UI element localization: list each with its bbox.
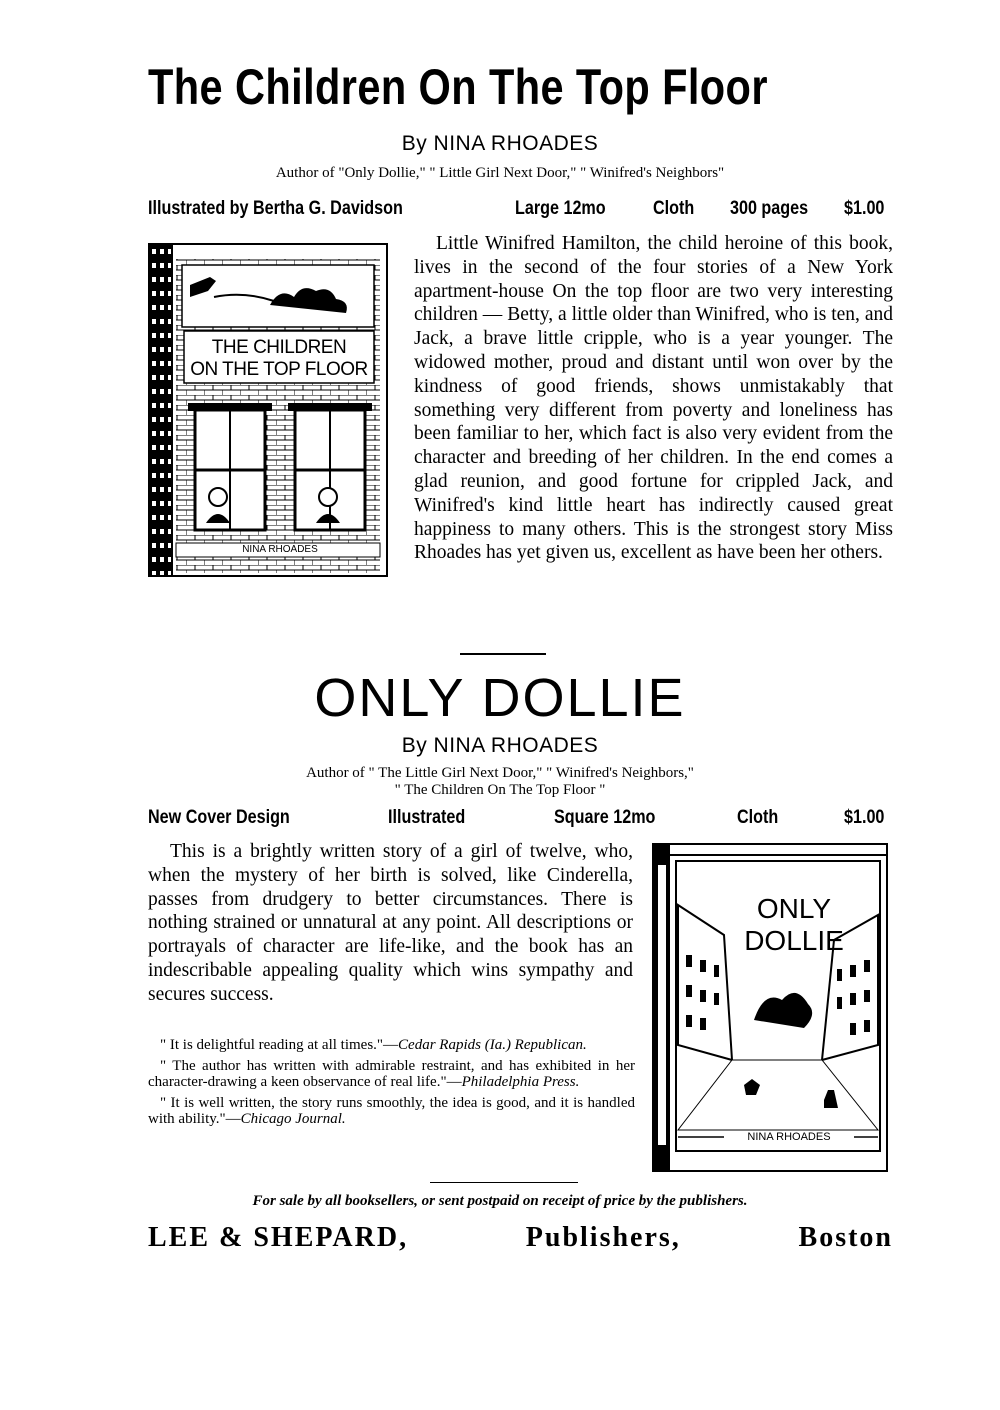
- book2-author-of: [0, 765, 1000, 799]
- book2-cover-author: NINA RHOADES: [724, 1131, 854, 1143]
- review-source: Philadelphia Press.: [461, 1074, 580, 1090]
- book1-spec-price: $1.00: [844, 198, 885, 219]
- book1-spec-binding: Cloth: [653, 198, 695, 219]
- book2-author-of-line2: " The Children On The Top Floor ": [394, 782, 606, 798]
- book2-cover-title-line2: DOLLIE: [744, 925, 844, 956]
- book1-cover-author: NINA RHOADES: [210, 544, 350, 555]
- book2-review-2: [148, 1058, 635, 1091]
- book2-spec-design: New Cover Design: [148, 807, 290, 828]
- book1-spec-size: Large 12mo: [515, 198, 606, 219]
- publisher-city: Boston: [798, 1222, 893, 1253]
- publisher-name: LEE & SHEPARD,: [148, 1222, 409, 1253]
- book2-cover-image: [652, 843, 888, 1172]
- book1-description-text: Little Winifred Hamilton, the child heroine of this book, lives in the second of the four stories of a New York apartment-house On the top floor are two very interesting children — Betty, a little older than Winifred, who is ten, and Jack, a brave little cripple, who is a year younger. The widowed mother, proud and distant until won over by the kindness of good friends, shows unmistakably that something very different from poverty and loneliness has been familiar to her, which fact is also very evident from the character and breeding of her children. In the end comes a glad reunion, and good fortune for crippled Jack, and Winifred's kind little heart has indirectly caused great happiness to many others. This is the strongest story Miss Rhoades has yet given us, excellent as have been her others.: [414, 233, 893, 564]
- book2-review-1: [148, 1037, 635, 1054]
- book2-title: ONLY DOLLIE: [314, 668, 686, 728]
- book2-description: [148, 840, 633, 1007]
- book2-review-3: [148, 1095, 635, 1128]
- review-text: " It is delightful reading at all times."—: [160, 1037, 399, 1053]
- book2-spec-illustrated: Illustrated: [388, 807, 466, 828]
- book1-description: [148, 232, 893, 582]
- book1-cover-title-line2: ON THE TOP FLOOR: [190, 359, 368, 380]
- publisher-line: [148, 1222, 893, 1254]
- review-source: Cedar Rapids (Ia.) Republican.: [398, 1037, 587, 1053]
- book2-spec-price: $1.00: [844, 807, 885, 828]
- for-sale-note: For sale by all booksellers, or sent postpaid on receipt of price by the publishers.: [252, 1193, 748, 1209]
- book2-author-of-line1: Author of " The Little Girl Next Door," " Winifred's Neighbors,": [306, 765, 694, 781]
- book1-specs: [148, 198, 1000, 224]
- book2-cover-title: [714, 893, 874, 957]
- book2-reviews: [148, 1037, 635, 1132]
- publisher-label: Publishers,: [525, 1222, 681, 1253]
- book2-description-text: This is a brightly written story of a girl of twelve, who, when the mystery of her birth is solved, like Cinderella, passes from drudgery to better circumstances. There is nothing strained or unnatural at any point. All descriptions or portrayals of character are life-like, and the book has an indescribable appealing quality which wins sympathy and secures success.: [148, 841, 633, 1005]
- review-text: " It is well written, the story runs smoothly, the idea is good, and it is handled with ability."—: [148, 1094, 635, 1127]
- book1-author-of: Author of "Only Dollie," " Little Girl Next Door," " Winifred's Neighbors": [275, 165, 725, 181]
- book1-spec-pages: 300 pages: [730, 198, 809, 219]
- book2-spec-size: Square 12mo: [554, 807, 656, 828]
- book1-byline: By NINA RHOADES: [401, 132, 599, 155]
- book2-cover-title-line1: ONLY: [756, 893, 832, 924]
- review-source: Chicago Journal.: [240, 1111, 346, 1127]
- divider: [430, 1182, 578, 1183]
- divider: [460, 653, 546, 655]
- book2-spec-binding: Cloth: [737, 807, 779, 828]
- review-text: " The author has written with admirable restraint, and has exhibited in her character-drawing a keen observance of real life."—: [148, 1057, 635, 1090]
- book1-spec-illustrator: Illustrated by Bertha G. Davidson: [148, 198, 403, 219]
- book1-cover-title-line1: THE CHILDREN: [211, 337, 347, 358]
- book2-byline: By NINA RHOADES: [401, 734, 599, 757]
- book1-title: The Children On The Top Floor: [148, 59, 768, 115]
- book2-specs: [148, 807, 928, 833]
